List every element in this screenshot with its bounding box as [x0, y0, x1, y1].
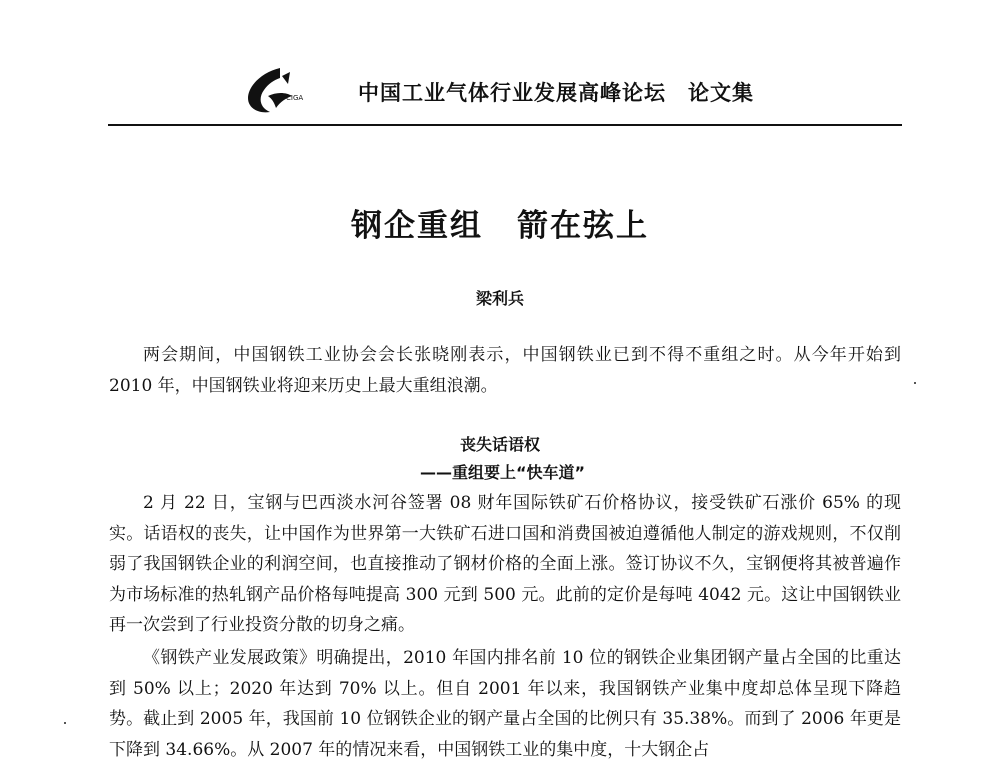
section-subtitle: ——重组要上“快车道”: [420, 463, 586, 482]
forum-logo-icon: [240, 62, 312, 122]
intro-paragraph: 两会期间，中国钢铁工业协会会长张晓刚表示，中国钢铁业已到不得不重组之时。从今年开始到 2010 年，中国钢铁业将迎来历史上最大重组浪潮。: [109, 345, 901, 396]
article-author: 梁利兵: [475, 289, 524, 308]
page-header: [240, 62, 754, 122]
scan-speck: [64, 722, 66, 724]
body-paragraph-1: 2 月 22 日，宝钢与巴西淡水河谷签署 08 财年国际铁矿石价格协议，接受铁矿石涨价 65% 的现实。话语权的丧失，让中国作为世界第一大铁矿石进口国和消费国被迫遵循他人制定的游戏规则，不仅削弱了我国钢铁企业的利润空间，也直接推动了钢材价格的全面上涨。签订协议不久，宝钢便将其被普遍作为市场标准的热轧钢产品价格每吨提高 300 元到 500 元。此前的定价是每吨 4042 元。这让中国钢铁业再一次尝到了行业投资分散的切身之痛。: [109, 493, 901, 635]
forum-name: 中国工业气体行业发展高峰论坛: [358, 80, 666, 105]
title-part-1: 钢企重组: [351, 208, 483, 244]
title-part-2: 箭在弦上: [517, 208, 649, 244]
section-title: 丧失话语权: [459, 435, 540, 454]
logo-small-text: CIGA: [286, 94, 304, 102]
body-paragraph-2: 《钢铁产业发展政策》明确提出，2010 年国内排名前 10 位的钢铁企业集团钢产量占全国的比重达到 50% 以上；2020 年达到 70% 以上。但自 2001 年以来，我国钢铁产业集中度却总体呈现下降趋势。截止到 2005 年，我国前 10 位钢铁企业的钢产量占全国的比例只有 35.38%。而到了 2006 年更是下降到 34.66%。从 2007 年的情况来看，中国钢铁工业的集中度，十大钢企占: [109, 648, 901, 760]
forum-logo-graphic: [240, 62, 312, 122]
collection-label: 论文集: [688, 80, 754, 105]
header-title: [358, 77, 754, 107]
article-title: [0, 200, 1000, 245]
header-rule: [108, 124, 902, 126]
scan-speck: [914, 382, 916, 384]
